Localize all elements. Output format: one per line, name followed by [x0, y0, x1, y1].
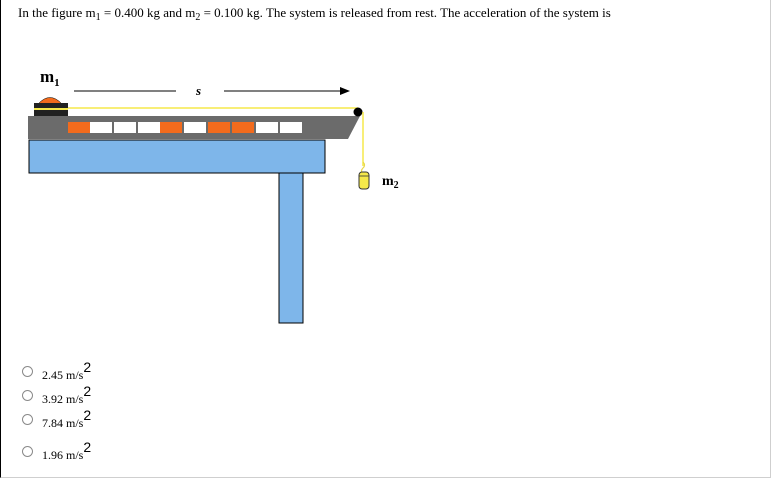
radio-button[interactable]: [22, 446, 33, 457]
track-stripe: [184, 122, 206, 133]
track-stripe: [208, 122, 230, 133]
table-top: [29, 140, 325, 173]
question-sub1: 1: [95, 12, 101, 23]
radio-button[interactable]: [22, 414, 33, 425]
answer-option[interactable]: [22, 439, 92, 466]
track-stripe: [138, 122, 160, 133]
distance-arrowhead: [340, 87, 350, 95]
radio-button[interactable]: [22, 390, 33, 401]
answer-option[interactable]: [22, 407, 92, 434]
question-part2: = 0.400 kg and m: [100, 5, 196, 20]
answer-label: 1.96 m/s2: [42, 439, 92, 462]
pulley-bracket: [348, 116, 360, 139]
track-stripe: [232, 122, 254, 133]
track-stripe: [160, 122, 182, 133]
answer-label: 2.45 m/s2: [42, 359, 92, 382]
physics-figure: [28, 58, 448, 328]
track-stripe: [256, 122, 278, 133]
hanging-mass: [359, 172, 369, 189]
answer-label: 7.84 m/s2: [42, 407, 92, 430]
distance-label: s: [196, 83, 202, 98]
question-part3: = 0.100 kg. The system is released from rest. The acceleration of the system is: [200, 5, 611, 20]
track-stripe: [90, 122, 112, 133]
m2-label: $m_2$: [382, 174, 399, 191]
pulley: [354, 108, 363, 117]
m1-label: $m_1$: [40, 67, 60, 89]
track-stripe: [114, 122, 136, 133]
track-stripe: [280, 122, 302, 133]
track-stripe: [68, 122, 90, 133]
radio-button[interactable]: [22, 366, 33, 377]
question-sub2: 2: [195, 12, 201, 23]
table-leg: [279, 173, 303, 323]
question-part1: In the figure m: [18, 5, 96, 20]
answer-label: 3.92 m/s2: [42, 383, 92, 406]
answer-options: [22, 359, 92, 466]
question-text: [18, 5, 611, 23]
